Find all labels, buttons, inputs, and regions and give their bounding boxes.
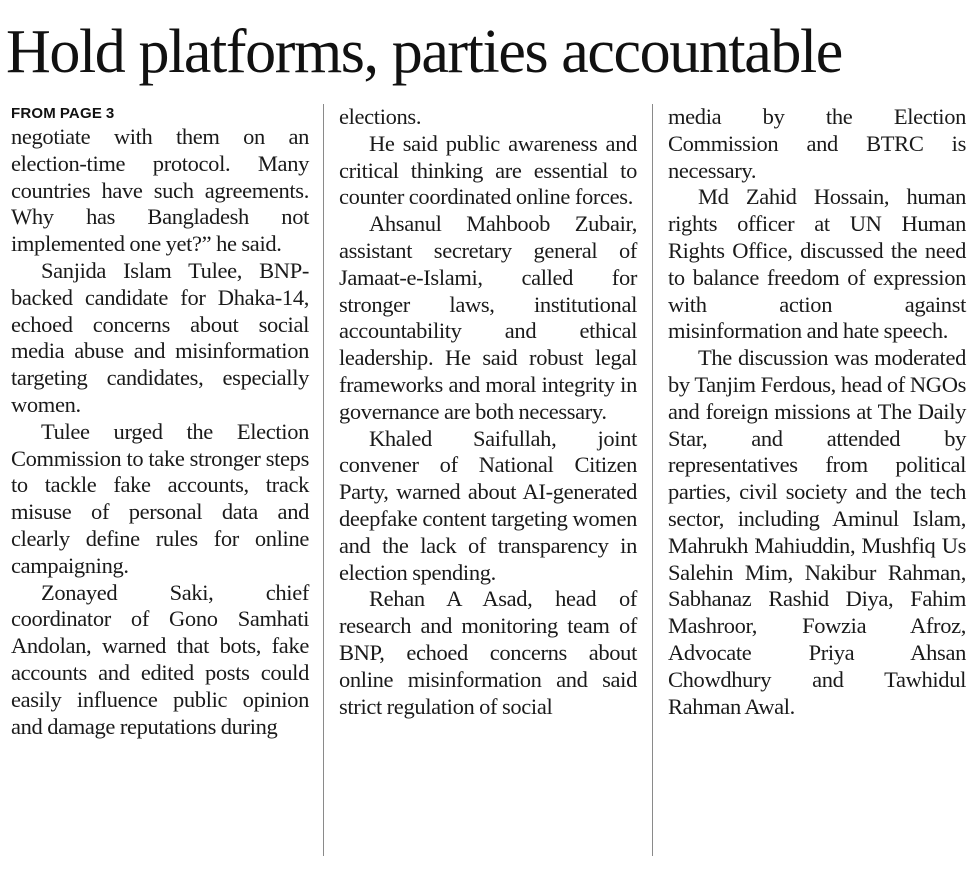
article-column-3 [668,104,966,720]
paragraph: Khaled Saifullah, joint convener of National Citizen Party, warned about AI-generated deepfake content targeting women and the lack of transparency in election spending. [339,425,637,585]
paragraph: Rehan A Asad, head of research and monitoring team of BNP, echoed concerns about online misinformation and said strict regulation of social [339,586,637,719]
paragraph: elections. [339,104,422,129]
paragraph: Ahsanul Mahboob Zubair, assistant secretary general of Jamaat-e-Islami, called for stronger laws, institutional accountability and ethical leadership. He said robust legal frameworks and moral integrity in governance are both necessary. [339,211,637,424]
column-divider [652,104,653,856]
paragraph: He said public awareness and critical thinking are essential to counter coordinated online forces. [339,130,637,210]
column-divider [323,104,324,856]
article-column-1 [11,104,309,740]
paragraph: Md Zahid Hossain, human rights officer at UN Human Rights Office, discussed the need to balance freedom of expression with action against misinformation and hate speech. [668,184,966,344]
paragraph: Sanjida Islam Tulee, BNP-backed candidate for Dhaka-14, echoed concerns about social media abuse and misinformation targeting candidates, especially women. [11,257,309,417]
continuation-kicker: FROM PAGE 3 [11,105,115,122]
headline: Hold platforms, parties accountable [6,18,842,86]
article-column-2 [339,104,637,720]
paragraph: Tulee urged the Election Commission to take stronger steps to tackle fake accounts, track misuse of personal data and clearly define rules for online campaigning. [11,418,309,578]
paragraph: Zonayed Saki, chief coordinator of Gono Samhati Andolan, warned that bots, fake accounts and edited posts could easily influence public opinion and damage reputations during [11,579,309,739]
paragraph: media by the Election Commission and BTRC is necessary. [668,104,966,183]
paragraph: The discussion was moderated by Tanjim Ferdous, head of NGOs and foreign missions at The Daily Star, and attended by representatives from political parties, civil society and the tech sector, including Aminul Islam, Mahrukh Mahiuddin, Mushfiq Us Salehin Mim, Nakibur Rahman, Sabhanaz Rashid Diya, Fahim Mashroor, Fowzia Afroz, Advocate Priya Ahsan Chowdhury and Tawhidul Rahman Awal. [668,345,966,719]
paragraph: negotiate with them on an election-time protocol. Many countries have such agreements. Why has Bangladesh not implemented one yet?” he said. [11,124,309,257]
